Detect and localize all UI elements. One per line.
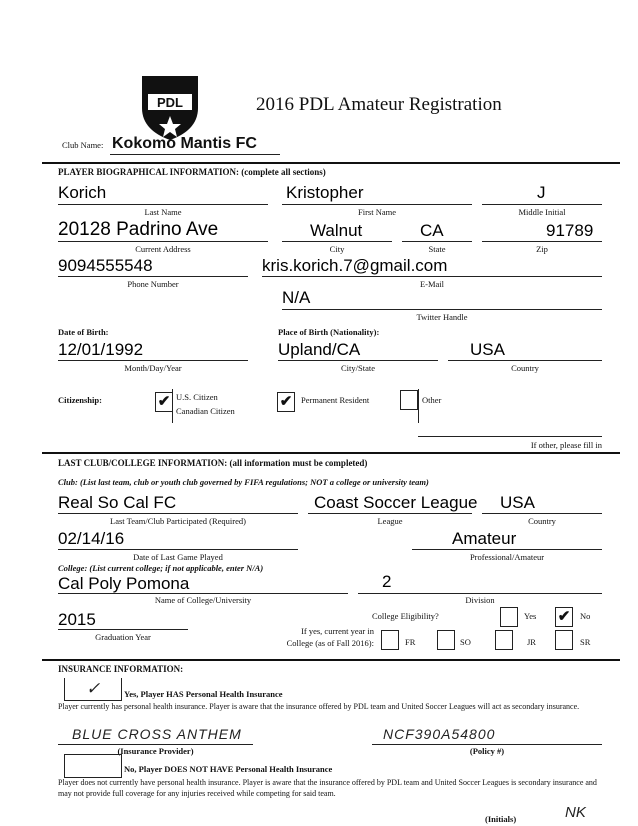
page-title: 2016 PDL Amateur Registration [256,94,502,115]
no-insurance-label: No, Player DOES NOT HAVE Personal Health Insurance [124,764,333,774]
current-year-label-2: College (as of Fall 2016): [286,638,374,648]
first-name-value: Kristopher [286,183,364,202]
has-insurance-label: Yes, Player HAS Personal Health Insurance [124,689,283,699]
other-fill-label: If other, please fill in [530,440,602,450]
insurance-provider-value: BLUE CROSS ANTHEM [72,726,242,742]
line [58,513,298,514]
pro-amateur-value: Amateur [452,529,517,548]
league-value: Coast Soccer League [314,493,478,512]
line [448,360,602,361]
address-value: 20128 Padrino Ave [58,219,219,240]
pob-country-value: USA [470,340,505,359]
line [58,276,248,277]
pob-label: Place of Birth (Nationality): [278,327,380,337]
grad-year-value: 2015 [58,610,96,629]
us-citizen-label: U.S. Citizen [176,392,218,402]
state-value: CA [420,221,444,240]
state-label: State [428,244,446,254]
email-label: E-Mail [419,279,445,289]
no-insurance-box[interactable] [64,754,122,778]
dob-value: 12/01/1992 [58,340,144,359]
last-name-value: Korich [58,183,107,202]
first-name-label: First Name [357,207,396,217]
other-fill-line [418,436,602,437]
grad-year-label: Graduation Year [95,632,151,642]
last-name-label: Last Name [144,207,182,217]
line [282,204,472,205]
line [58,241,268,242]
line [482,241,602,242]
line [308,513,472,514]
line [402,241,472,242]
line [412,549,602,550]
city-value: Walnut [310,221,363,240]
section-divider [42,162,620,164]
current-year-label-1: If yes, current year in [301,626,374,636]
club-name-label: Club Name: [62,140,104,150]
club-name-value: Kokomo Mantis FC [112,135,257,152]
eligibility-label: College Eligibility? [372,611,439,621]
year-fr-checkbox[interactable] [381,630,399,650]
middle-initial-value: J [537,183,546,202]
initials-label: (Initials) [485,814,517,824]
line [282,309,602,310]
insurance-provider-label: (Insurance Provider) [117,746,194,756]
line [372,744,602,745]
citizenship-label: Citizenship: [58,395,102,405]
policy-number-label: (Policy #) [469,746,505,756]
last-team-label: Last Team/Club Participated (Required) [110,516,246,526]
permanent-resident-label: Permanent Resident [301,395,370,405]
club-name-line [110,154,280,155]
policy-number-value: NCF390A54800 [383,726,496,742]
division-value: 2 [382,572,392,591]
club-instruction: Club: (List last team, club or youth club governed by FIFA regulations; NOT a college or university team) [58,477,429,487]
line [58,549,298,550]
line [262,276,602,277]
has-insurance-check: ✓ [86,679,101,698]
email-value: kris.korich.7@gmail.com [262,256,448,275]
middle-initial-label: Middle Initial [518,207,566,217]
permanent-resident-checkbox[interactable]: ✔ [277,392,295,412]
year-jr-label: JR [527,637,536,647]
city-label: City [329,244,345,254]
college-instruction: College: (List current college; if not applicable, enter N/A) [58,563,264,573]
year-so-checkbox[interactable] [437,630,455,650]
club-country-value: USA [500,493,535,512]
other-checkbox[interactable] [400,390,418,410]
eligibility-no-checkbox[interactable]: ✔ [555,607,573,627]
section-divider [42,452,620,454]
canadian-citizen-label: Canadian Citizen [176,406,235,416]
year-fr-label: FR [405,637,416,647]
college-label: Name of College/University [154,595,252,605]
address-label: Current Address [135,244,191,254]
country-label: Country [511,363,539,373]
college-value: Cal Poly Pomona [58,574,190,593]
has-insurance-text: Player currently has personal health insurance. Player is aware that the insurance offered by PDL team and United Soccer Leagues will act as secondary insurance. [58,702,580,711]
city-state-label: City/State [341,363,375,373]
last-team-value: Real So Cal FC [58,493,177,512]
eligibility-yes-checkbox[interactable] [500,607,518,627]
dob-format-label: Month/Day/Year [124,363,182,373]
last-game-value: 02/14/16 [58,529,125,548]
year-sr-label: SR [580,637,591,647]
line [58,744,253,745]
line [482,204,602,205]
phone-label: Phone Number [127,279,179,289]
line [482,513,602,514]
no-insurance-text: Player does not currently have personal health insurance. Player is aware that the insurance offered by PDL team and United Soccer Leagues is secondary insurance and may not provide full coverage for any injuries received while competing for said team. [58,778,597,798]
insurance-heading: INSURANCE INFORMATION: [58,664,184,674]
year-so-label: SO [460,637,471,647]
divider [172,389,173,423]
pob-city-value: Upland/CA [278,340,361,359]
line [358,593,602,594]
us-citizen-checkbox[interactable]: ✔ [155,392,173,412]
line [278,360,438,361]
club-heading: LAST CLUB/COLLEGE INFORMATION: (all information must be completed) [58,458,368,468]
line [58,360,248,361]
other-label: Other [422,395,442,405]
phone-value: 9094555548 [58,256,153,275]
logo-text: PDL [157,95,183,110]
division-label: Division [465,595,495,605]
pro-amateur-label: Professional/Amateur [469,552,545,562]
twitter-label: Twitter Handle [416,312,468,322]
line [58,629,188,630]
bio-heading: PLAYER BIOGRAPHICAL INFORMATION: (complete all sections) [58,167,326,177]
twitter-value: N/A [282,288,311,307]
last-game-label: Date of Last Game Played [133,552,223,562]
divider [418,389,419,423]
league-label: League [377,516,403,526]
eligibility-yes-label: Yes [524,611,537,621]
line [58,593,348,594]
zip-label: Zip [536,244,548,254]
dob-label: Date of Birth: [58,327,109,337]
eligibility-no-label: No [580,611,591,621]
initials-value: NK [565,804,586,821]
line [58,204,268,205]
year-jr-checkbox[interactable] [495,630,513,650]
zip-value: 91789 [546,221,594,240]
line [282,241,392,242]
year-sr-checkbox[interactable] [555,630,573,650]
club-country-label: Country [528,516,556,526]
section-divider [42,659,620,661]
